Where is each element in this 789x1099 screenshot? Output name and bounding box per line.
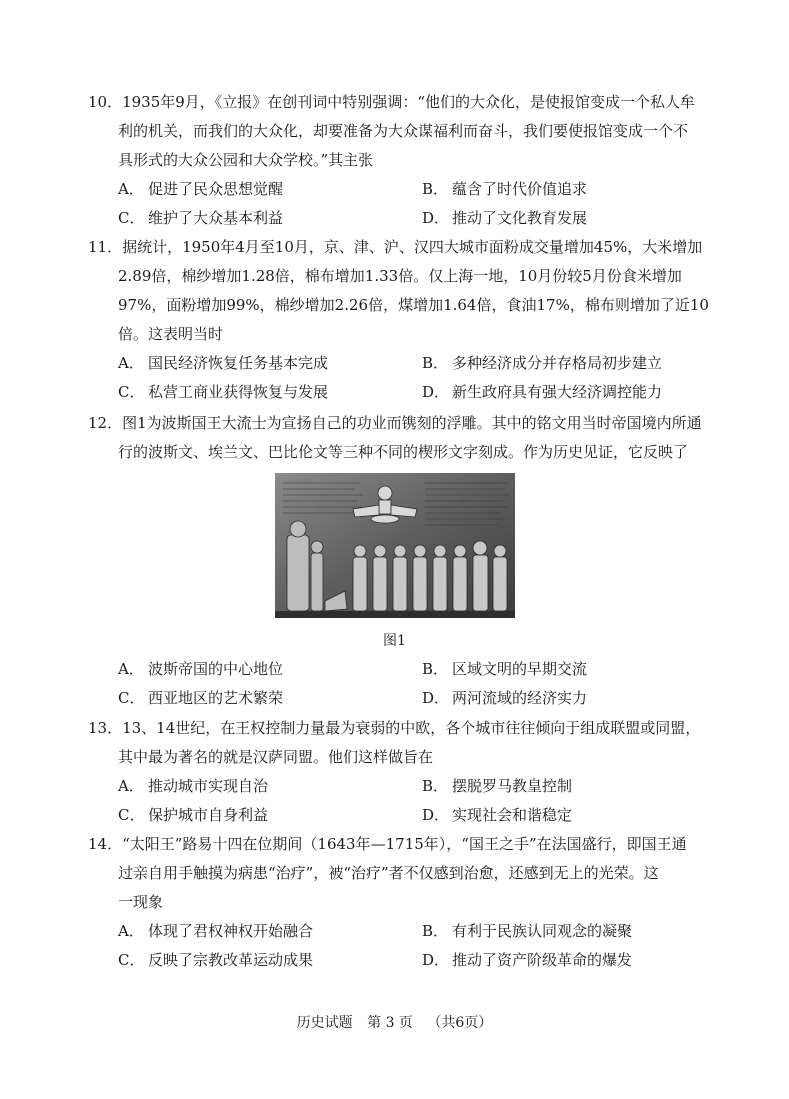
question-stem-line: 过亲自用手触摸为病患“治疗”，被“治疗”者不仅感到治愈，还感到无上的光荣。这	[118, 864, 659, 882]
question-14	[88, 830, 728, 975]
option-a[interactable]: A． 波斯帝国的中心地位	[118, 660, 284, 678]
question-stem-line: 13、14世纪，在王权控制力量最为衰弱的中欧，各个城市往往倾向于组成联盟或同盟，	[122, 719, 701, 737]
option-b[interactable]: B． 多种经济成分并存格局初步建立	[422, 354, 663, 372]
options-group	[118, 655, 728, 713]
question-number: 10．	[88, 93, 123, 111]
page-footer	[0, 1012, 789, 1032]
question-12-options	[88, 655, 728, 713]
option-c[interactable]: C． 私营工商业获得恢复与发展	[118, 383, 329, 401]
question-stem-line: 图1为波斯国王大流士为宣扬自己的功业而镌刻的浮雕。其中的铭文用当时帝国境内所通	[122, 414, 702, 432]
option-c[interactable]: C． 保护城市自身利益	[118, 806, 269, 824]
question-stem-line: 1935年9月，《立报》在创刊词中特别强调：“他们的大众化，是使报馆变成一个私人牟	[122, 93, 695, 111]
options-group	[118, 175, 728, 233]
question-stem-line: 具形式的大众公园和大众学校。”其主张	[118, 151, 374, 169]
question-number: 14．	[88, 835, 123, 853]
option-d[interactable]: D． 推动了文化教育发展	[422, 209, 588, 227]
options-group	[118, 917, 728, 975]
option-b[interactable]: B． 区域文明的早期交流	[422, 660, 588, 678]
relief-image	[275, 473, 515, 618]
question-13	[88, 714, 728, 830]
question-number: 13．	[88, 719, 123, 737]
question-stem-line: 2.89倍，棉纱增加1.28倍，棉布增加1.33倍。仅上海一地，10月份较5月份食米增加	[118, 267, 682, 285]
question-11	[88, 233, 728, 407]
option-c[interactable]: C． 西亚地区的艺术繁荣	[118, 689, 284, 707]
option-a[interactable]: A． 促进了民众思想觉醒	[118, 180, 284, 198]
figure-caption: 图1	[383, 633, 406, 649]
question-stem-line: “太阳王”路易十四在位期间（1643年—1715年），“国王之手”在法国盛行，即国王通	[122, 835, 687, 853]
question-12	[88, 409, 728, 467]
options-group	[118, 349, 728, 407]
question-stem-line: 据统计，1950年4月至10月，京、津、沪、汉四大城市面粉成交量增加45%，大米增加	[122, 238, 703, 256]
footer-total-pages: （共6页）	[427, 1015, 493, 1031]
footer-page-number: 第 3 页	[367, 1015, 413, 1031]
question-stem-line: 行的波斯文、埃兰文、巴比伦文等三种不同的楔形文字刻成。作为历史见证，它反映了	[118, 443, 689, 461]
question-stem-line: 一现象	[118, 893, 164, 911]
option-b[interactable]: B． 有利于民族认同观念的凝聚	[422, 922, 633, 940]
option-a[interactable]: A． 体现了君权神权开始融合	[118, 922, 314, 940]
option-a[interactable]: A． 推动城市实现自治	[118, 777, 269, 795]
option-c[interactable]: C． 维护了大众基本利益	[118, 209, 284, 227]
option-c[interactable]: C． 反映了宗教改革运动成果	[118, 951, 314, 969]
question-number: 12．	[88, 414, 123, 432]
question-stem-line: 97%，面粉增加99%，棉纱增加2.26倍，煤增加1.64倍，食油17%，棉布则增加了近10	[118, 296, 709, 314]
question-number: 11．	[88, 238, 123, 256]
question-10	[88, 88, 728, 233]
option-b[interactable]: B． 摆脱罗马教皇控制	[422, 777, 573, 795]
option-d[interactable]: D． 推动了资产阶级革命的爆发	[422, 951, 633, 969]
question-stem-line: 其中最为著名的就是汉萨同盟。他们这样做旨在	[118, 748, 434, 766]
option-d[interactable]: D． 实现社会和谐稳定	[422, 806, 573, 824]
question-stem-line: 利的机关，而我们的大众化，却要准备为大众谋福利而奋斗，我们要使报馆变成一个不	[118, 122, 689, 140]
option-d[interactable]: D． 两河流域的经济实力	[422, 689, 588, 707]
question-stem-line: 倍。这表明当时	[118, 325, 224, 343]
option-d[interactable]: D． 新生政府具有强大经济调控能力	[422, 383, 663, 401]
options-group	[118, 772, 728, 830]
option-b[interactable]: B． 蕴含了时代价值追求	[422, 180, 588, 198]
option-a[interactable]: A． 国民经济恢复任务基本完成	[118, 354, 329, 372]
footer-subject: 历史试题	[296, 1015, 353, 1031]
